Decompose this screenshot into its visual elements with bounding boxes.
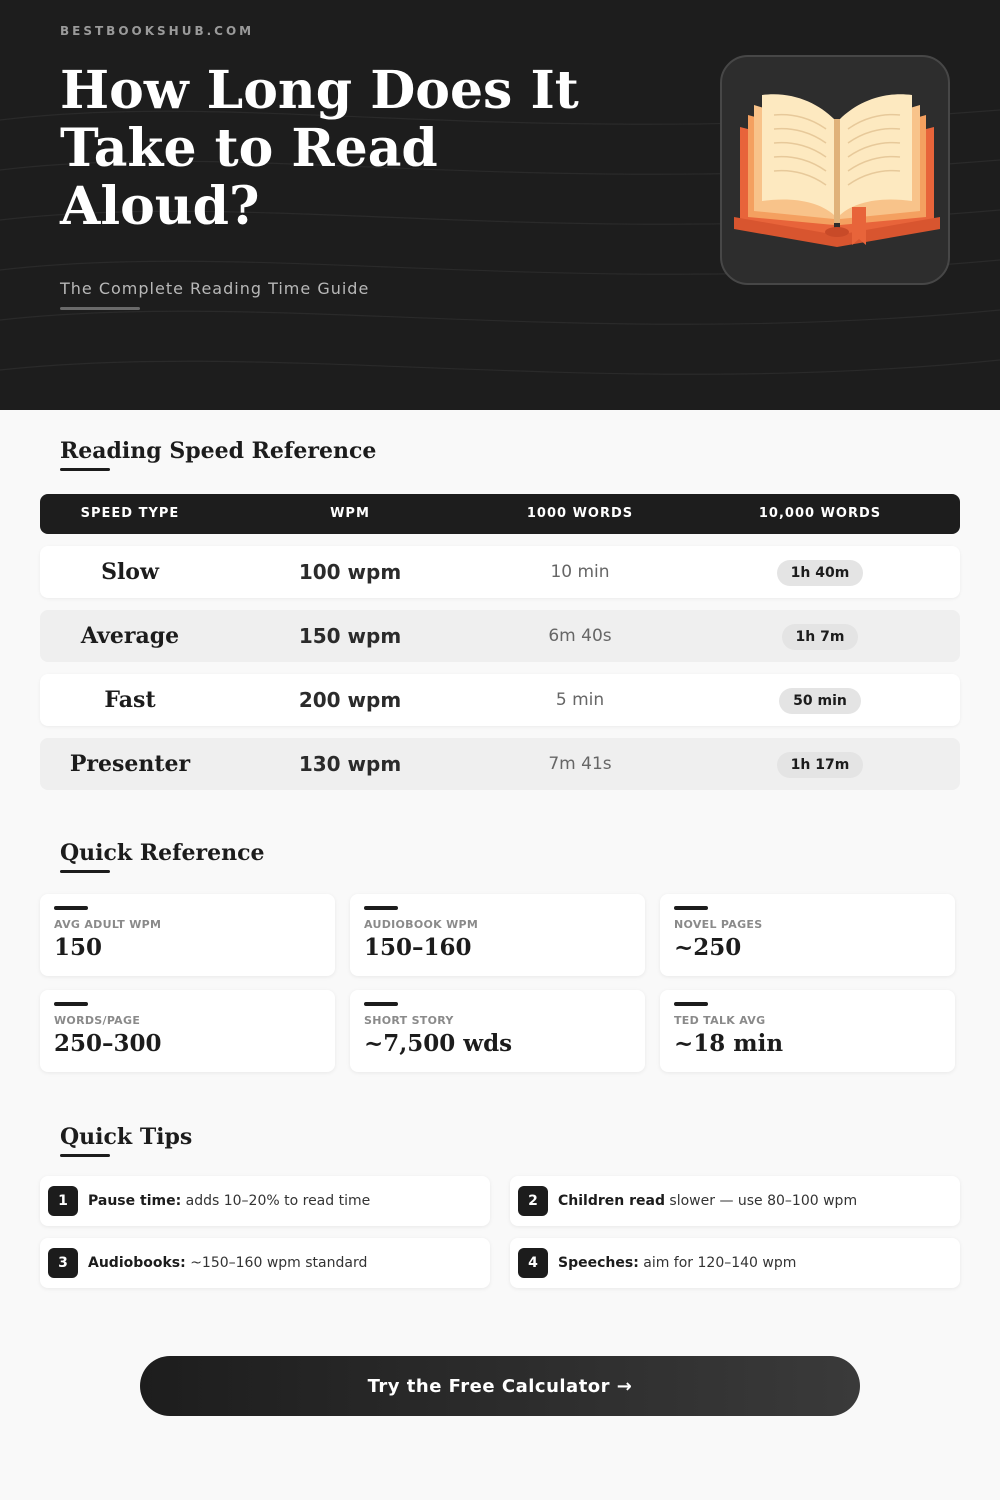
page-subtitle: The Complete Reading Time Guide [60, 279, 370, 298]
stat-card [40, 990, 335, 1072]
section-heading-underline [60, 1154, 110, 1157]
stat-label: WORDS/PAGE [54, 1014, 141, 1027]
time-10000-cell [700, 674, 940, 726]
tip-item [40, 1238, 490, 1288]
card-accent-bar [674, 906, 708, 910]
speed-type-cell: Average [80, 623, 180, 649]
site-name: BESTBOOKSHUB.COM [60, 24, 255, 38]
tip-item [40, 1176, 490, 1226]
table-row [40, 546, 960, 598]
tip-text: Pause time: adds 10–20% to read time [88, 1193, 371, 1209]
table-row [40, 674, 960, 726]
tip-text: Audiobooks: ~150–160 wpm standard [88, 1255, 368, 1271]
tip-text: Children read slower — use 80–100 wpm [558, 1193, 858, 1209]
section-heading-underline [60, 870, 110, 873]
table-header [40, 494, 960, 534]
book-illustration-tile [720, 55, 950, 285]
card-accent-bar [364, 1002, 398, 1006]
column-header: WPM [330, 506, 370, 521]
page-title: How Long Does It Take to Read Aloud? [60, 60, 579, 237]
card-accent-bar [54, 906, 88, 910]
stat-value: ~250 [674, 934, 742, 961]
table-row [40, 610, 960, 662]
section-heading-quick-reference: Quick Reference [60, 840, 265, 866]
time-badge: 50 min [779, 688, 861, 714]
time-1000-cell: 10 min [550, 562, 610, 582]
stat-label: TED TALK AVG [674, 1014, 766, 1027]
tip-number-badge: 1 [48, 1186, 78, 1216]
stat-value: 250–300 [54, 1030, 162, 1057]
stat-label: NOVEL PAGES [674, 918, 763, 931]
stat-label: AVG ADULT WPM [54, 918, 162, 931]
wpm-cell: 100 wpm [298, 560, 402, 584]
stat-card [660, 894, 955, 976]
section-heading-speed: Reading Speed Reference [60, 438, 377, 464]
column-header: SPEED TYPE [80, 506, 180, 521]
tip-item [510, 1238, 960, 1288]
stat-value: ~18 min [674, 1030, 784, 1057]
tip-item [510, 1176, 960, 1226]
time-1000-cell: 6m 40s [548, 626, 612, 646]
open-book-icon [722, 57, 952, 287]
card-accent-bar [674, 1002, 708, 1006]
stat-card [660, 990, 955, 1072]
section-heading-underline [60, 468, 110, 471]
card-accent-bar [54, 1002, 88, 1006]
stat-card [40, 894, 335, 976]
stat-label: SHORT STORY [364, 1014, 454, 1027]
wpm-cell: 150 wpm [298, 624, 402, 648]
table-row [40, 738, 960, 790]
tip-number-badge: 2 [518, 1186, 548, 1216]
stat-value: ~7,500 wds [364, 1030, 513, 1057]
speed-type-cell: Fast [104, 687, 156, 713]
stat-card [350, 894, 645, 976]
time-10000-cell [700, 738, 940, 790]
subtitle-underline [60, 307, 140, 310]
stat-value: 150–160 [364, 934, 472, 961]
wpm-cell: 200 wpm [298, 688, 402, 712]
stat-label: AUDIOBOOK WPM [364, 918, 479, 931]
wpm-cell: 130 wpm [298, 752, 402, 776]
stat-card [350, 990, 645, 1072]
speed-type-cell: Slow [101, 559, 159, 585]
column-header: 10,000 WORDS [758, 506, 882, 521]
tip-number-badge: 3 [48, 1248, 78, 1278]
time-badge: 1h 40m [777, 560, 864, 586]
speed-type-cell: Presenter [69, 751, 191, 777]
card-accent-bar [364, 906, 398, 910]
hero-banner [0, 0, 1000, 410]
time-badge: 1h 7m [782, 624, 859, 650]
try-calculator-button[interactable]: Try the Free Calculator → [140, 1356, 860, 1416]
time-1000-cell: 7m 41s [548, 754, 612, 774]
tip-number-badge: 4 [518, 1248, 548, 1278]
column-header: 1000 WORDS [526, 506, 634, 521]
time-10000-cell [700, 610, 940, 662]
section-heading-tips: Quick Tips [60, 1124, 193, 1150]
stat-value: 150 [54, 934, 103, 961]
tip-text: Speeches: aim for 120–140 wpm [558, 1255, 797, 1271]
time-badge: 1h 17m [777, 752, 864, 778]
time-1000-cell: 5 min [555, 690, 605, 710]
time-10000-cell [700, 546, 940, 598]
